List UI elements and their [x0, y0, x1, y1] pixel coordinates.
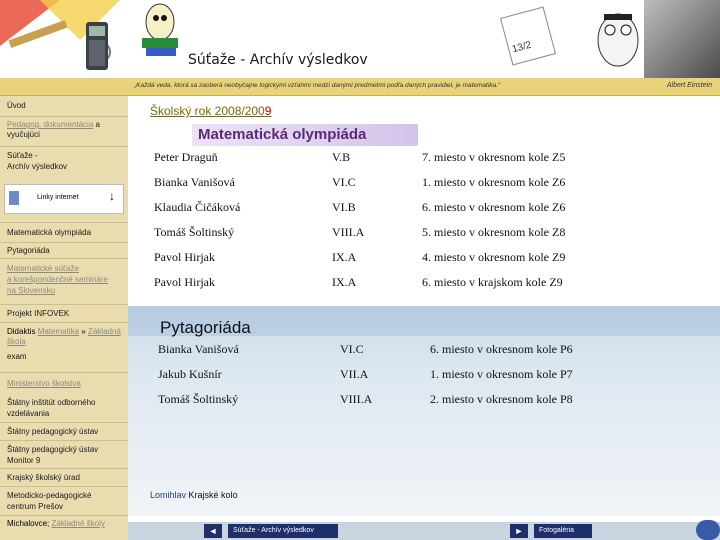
link-image-icon — [9, 191, 19, 205]
prev-button[interactable]: ◄ — [204, 524, 222, 538]
sidebar-link-pedagog[interactable]: Pedagog. dokumentácia — [7, 120, 94, 129]
sidebar-item-label: a vyučujúci — [7, 120, 100, 139]
pytagoriada-title: Pytagoriáda — [160, 318, 251, 337]
result-name: Pavol Hirjak — [154, 275, 215, 289]
result-class: VIII.A — [332, 225, 365, 239]
sidebar-item-infovek[interactable]: Projekt INFOVEK — [7, 309, 70, 318]
sidebar-item-michalovce[interactable] — [7, 519, 127, 529]
main-content — [128, 96, 720, 540]
sidebar-link-slovensko[interactable]: na Slovensku — [7, 286, 56, 295]
sidebar-item-pytagoriada[interactable]: Pytagoriáda — [7, 246, 50, 255]
sidebar-divider — [0, 222, 128, 223]
sidebar-item-mpc[interactable]: Metodicko-pedagogické — [7, 491, 92, 500]
page-title: Súťaže - Archív výsledkov — [188, 52, 368, 68]
result-class: IX.A — [332, 250, 357, 264]
sidebar-item-label: Michalovce; — [7, 519, 50, 528]
sidebar-item-pedagog[interactable] — [7, 120, 127, 140]
owl-icon — [590, 0, 646, 72]
kraj-link[interactable] — [150, 490, 238, 500]
result-result: 7. miesto v okresnom kole Z5 — [422, 150, 566, 164]
sidebar-divider — [0, 322, 128, 323]
sidebar-item-exam[interactable]: exam — [7, 352, 27, 361]
sidebar-item-label: » — [81, 327, 86, 336]
links-box[interactable] — [4, 184, 124, 214]
sidebar-link-matematika[interactable]: Matematika — [37, 327, 80, 336]
sidebar-divider — [0, 422, 128, 423]
links-label: Linky internet — [37, 194, 79, 201]
sidebar-link-seminare[interactable]: a korešpondenčné semináre — [7, 275, 108, 284]
result-name: Jakub Kušnír — [158, 367, 222, 381]
arrow-down-icon[interactable]: ↓ — [109, 189, 115, 203]
result-result: 4. miesto v okresnom kole Z9 — [422, 250, 566, 264]
sidebar-item-sutaze[interactable]: Súťaže - — [7, 151, 38, 160]
sidebar-link-mat-sutaze[interactable]: Matematické súťaže — [7, 264, 79, 273]
result-name: Pavol Hirjak — [154, 250, 215, 264]
result-class: IX.A — [332, 275, 357, 289]
header — [0, 0, 720, 78]
sidebar-item-ksu[interactable]: Krajský školský úrad — [7, 473, 80, 482]
result-class: VI.C — [332, 175, 356, 189]
sidebar-item-spu[interactable]: Štátny pedagogický ústav — [7, 427, 99, 436]
sidebar-link-zs[interactable]: Základná škola — [7, 327, 121, 346]
nav-archive-button[interactable]: Súťaže - Archív výsledkov — [228, 524, 338, 538]
result-result: 1. miesto v okresnom kole Z6 — [422, 175, 566, 189]
sidebar-item-mo[interactable]: Matematická olympiáda — [7, 228, 92, 237]
school-year-text: Školský rok 2008/200 — [150, 104, 265, 118]
result-result: 6. miesto v okresnom kole Z6 — [422, 200, 566, 214]
kraj-label: Krajské kolo — [188, 490, 238, 500]
sidebar-divider — [0, 146, 128, 147]
result-class: VIII.A — [340, 392, 373, 406]
result-name: Tomáš Šoltinský — [158, 392, 239, 406]
geometry-decoration — [0, 0, 140, 78]
sidebar-item-archiv[interactable]: Archív výsledkov — [7, 162, 68, 171]
sidebar-item-siov[interactable]: Štátny inštitút odborného — [7, 398, 96, 407]
result-class: VII.A — [340, 367, 369, 381]
sidebar-divider — [0, 304, 128, 305]
sidebar-divider — [0, 258, 128, 259]
sidebar-divider — [0, 440, 128, 441]
calculator-icon — [86, 22, 112, 72]
kraj-prefix: Lomihlav — [150, 490, 187, 500]
result-result: 2. miesto v okresnom kole P8 — [430, 392, 573, 406]
result-result: 1. miesto v okresnom kole P7 — [430, 367, 573, 381]
sidebar-item-label: Didaktis — [7, 327, 36, 336]
quote-author: Albert Einstein — [666, 82, 712, 89]
sidebar-item-mpc-2[interactable]: centrum Prešov — [7, 502, 64, 511]
result-class: VI.C — [340, 342, 364, 356]
notepad-icon — [500, 4, 560, 68]
sidebar-item-spu-monitor[interactable]: Štátny pedagogický ústav — [7, 445, 99, 454]
sidebar-item-monitor[interactable]: Monitor 9 — [7, 456, 41, 465]
sidebar-link-ministerstvo[interactable]: Ministerstvo školstva — [7, 379, 81, 388]
sidebar-divider — [0, 515, 128, 516]
sidebar-divider — [0, 468, 128, 469]
result-result: 6. miesto v okresnom kole P6 — [430, 342, 573, 356]
sidebar-item-siov-2[interactable]: vzdelávania — [7, 409, 50, 418]
sidebar-divider — [0, 116, 128, 117]
result-name: Bianka Vanišová — [154, 175, 235, 189]
sidebar-divider — [0, 372, 128, 373]
einstein-portrait — [644, 0, 720, 78]
result-result: 5. miesto v okresnom kole Z8 — [422, 225, 566, 239]
sidebar-divider — [0, 486, 128, 487]
result-class: V.B — [332, 150, 351, 164]
mo-title: Matematická olympiáda — [198, 126, 367, 143]
result-name: Klaudia Čičáková — [154, 200, 241, 214]
sidebar-item-didaktis[interactable] — [7, 327, 127, 347]
sidebar-item-uvod[interactable]: Úvod — [7, 101, 26, 110]
gallery-button[interactable]: Fotogaléria — [534, 524, 592, 538]
result-name: Tomáš Šoltinský — [154, 225, 235, 239]
cartoon-books-icon — [132, 0, 188, 60]
home-icon[interactable] — [696, 520, 720, 540]
result-name: Peter Draguň — [154, 150, 218, 164]
quote-text: „Každá veda, ktorá sa zaoberá neobyčajne logickými vzťahmi medzi danými predmetmi podľa daných pravidiel, je matematika.“ — [134, 82, 501, 89]
school-year-highlight: 9 — [264, 104, 272, 118]
result-result: 6. miesto v krajskom kole Z9 — [422, 275, 563, 289]
result-name: Bianka Vanišová — [158, 342, 239, 356]
sidebar-divider — [0, 242, 128, 243]
deco-fraction: 13/2 — [510, 39, 533, 56]
school-year-link[interactable] — [150, 104, 271, 118]
next-button[interactable]: ► — [510, 524, 528, 538]
sidebar-link-zakladne-skoly[interactable]: Základné školy — [51, 519, 105, 528]
result-class: VI.B — [332, 200, 356, 214]
